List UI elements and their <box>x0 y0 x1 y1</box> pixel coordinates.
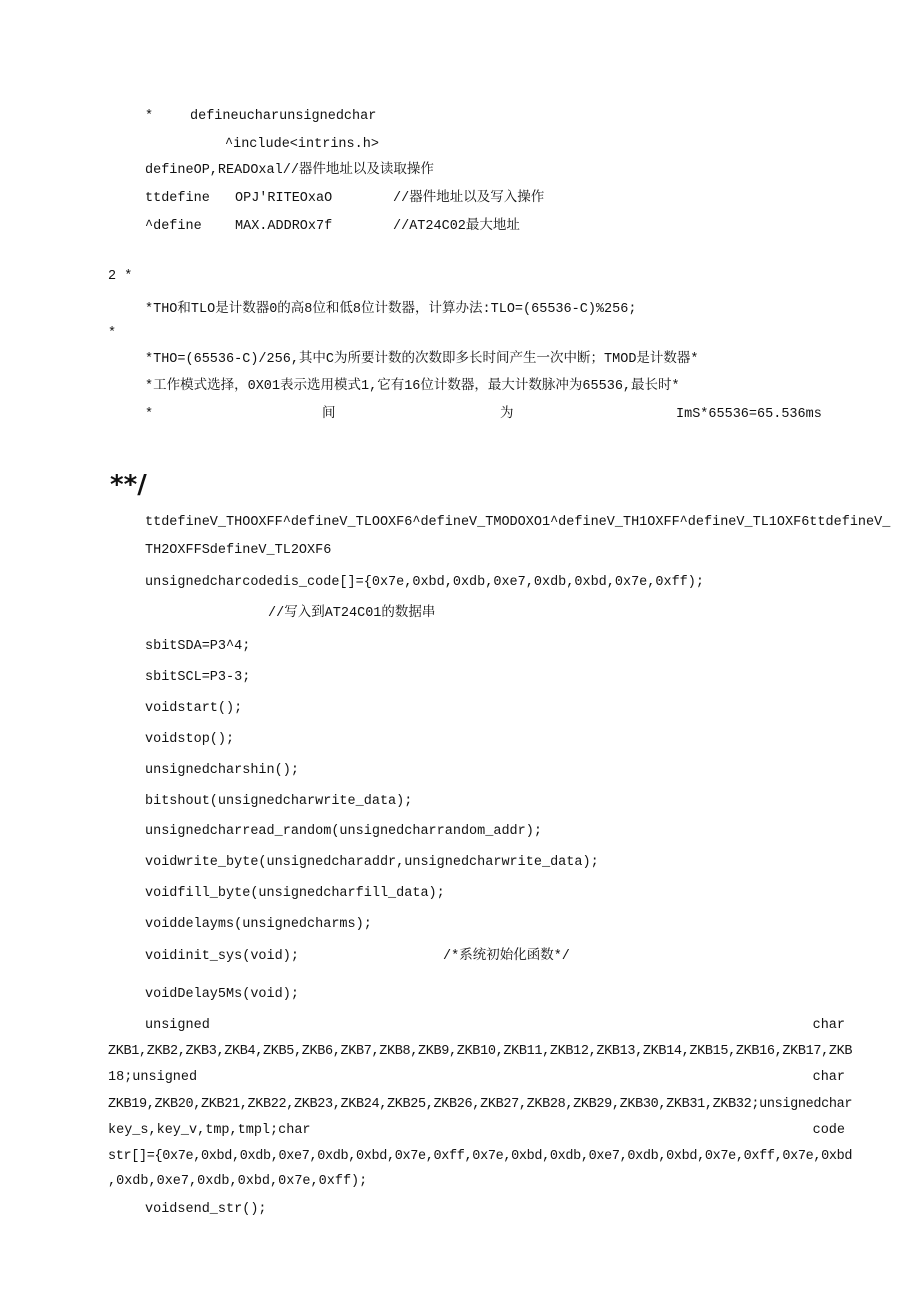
comment-line: *工作模式选择，0X01表示选用模式1,它有16位计数器，最大计数脉冲为65536,最长时* <box>145 379 680 394</box>
code-line: unsignedcharshin(); <box>145 763 299 778</box>
code-line-star: * <box>145 109 154 124</box>
code-line: unsignedcharread_random(unsignedcharrandom_addr); <box>145 824 542 839</box>
comment-word: 间 <box>322 407 336 422</box>
justified-line <box>108 1121 845 1141</box>
code-line: voiddelayms(unsignedcharms); <box>145 917 372 932</box>
code-line: ttdefine <box>145 191 210 206</box>
code-line: voidinit_sys(void); <box>145 949 299 964</box>
comment-star: * <box>145 407 154 422</box>
code-line: ttdefineV_THOOXFF^defineV_TLOOXF6^defineV_TMODOXO1^defineV_TH1OXFF^defineV_TL1OXF6ttdefineV_ <box>145 515 891 530</box>
section-marker: 2 * <box>108 269 133 284</box>
code-line: OPJ'RITEOxaO <box>235 191 333 206</box>
code-comment: /*系统初始化函数*/ <box>443 949 570 964</box>
comment-star: * <box>108 326 117 341</box>
code-line: TH2OXFFSdefineV_TL2OXF6 <box>145 543 332 558</box>
code-line: voidfill_byte(unsignedcharfill_data); <box>145 886 445 901</box>
code-line: ZKB1,ZKB2,ZKB3,ZKB4,ZKB5,ZKB6,ZKB7,ZKB8,ZKB9,ZKB10,ZKB11,ZKB12,ZKB13,ZKB14,ZKB15,ZKB16,ZKB17,ZKB <box>108 1044 853 1059</box>
code-line: MAX.ADDROx7f <box>235 219 333 234</box>
code-word: unsigned <box>145 1018 210 1033</box>
code-word: 18;unsigned <box>108 1070 198 1085</box>
code-line: voidsend_str(); <box>145 1202 267 1217</box>
code-line: bitshout(unsignedcharwrite_data); <box>145 794 413 809</box>
code-comment: //器件地址以及写入操作 <box>393 191 545 206</box>
comment-line: *THO和TLO是计数器0的高8位和低8位计数器，计算办法:TLO=(65536-C)%256; <box>145 302 637 317</box>
code-line: ,0xdb,0xe7,0xdb,0xbd,0x7e,0xff); <box>108 1174 368 1189</box>
comment-word: 为 <box>500 407 514 422</box>
code-line: ZKB19,ZKB20,ZKB21,ZKB22,ZKB23,ZKB24,ZKB25,ZKB26,ZKB27,ZKB28,ZKB29,ZKB30,ZKB31,ZKB32;unsignedchar <box>108 1097 853 1112</box>
code-line: str[]={0x7e,0xbd,0xdb,0xe7,0xdb,0xbd,0x7e,0xff,0x7e,0xbd,0xdb,0xe7,0xdb,0xbd,0x7e,0xff,0x7e,0xbd <box>108 1149 853 1164</box>
comment-formula: ImS*65536=65.536ms <box>676 407 822 422</box>
code-line: sbitSCL=P3-3; <box>145 670 251 685</box>
comment-line: *THO=(65536-C)/256,其中C为所要计数的次数即多长时间产生一次中断；TMOD是计数器* <box>145 352 699 367</box>
code-line: voidstart(); <box>145 701 243 716</box>
code-line: voidstop(); <box>145 732 235 747</box>
code-comment: //写入到AT24C01的数据串 <box>268 606 436 621</box>
code-line: voidwrite_byte(unsignedcharaddr,unsignedcharwrite_data); <box>145 855 599 870</box>
comment-end-marker: **/ <box>110 470 147 500</box>
code-line: ^define <box>145 219 202 234</box>
code-line: defineucharunsignedchar <box>190 109 377 124</box>
code-word: char <box>812 1018 845 1033</box>
code-line: defineOP,READOxal//器件地址以及读取操作 <box>145 163 434 178</box>
justified-line <box>108 1068 845 1088</box>
code-word: code <box>812 1123 845 1138</box>
justified-line <box>145 1016 845 1036</box>
code-line: voidDelay5Ms(void); <box>145 987 299 1002</box>
code-line: sbitSDA=P3^4; <box>145 639 251 654</box>
code-line: ^include<intrins.h> <box>225 137 379 152</box>
code-line: unsignedcharcodedis_code[]={0x7e,0xbd,0xdb,0xe7,0xdb,0xbd,0x7e,0xff); <box>145 575 704 590</box>
code-comment: //AT24C02最大地址 <box>393 219 520 234</box>
code-word: key_s,key_v,tmp,tmpl;char <box>108 1123 311 1138</box>
code-word: char <box>812 1070 845 1085</box>
